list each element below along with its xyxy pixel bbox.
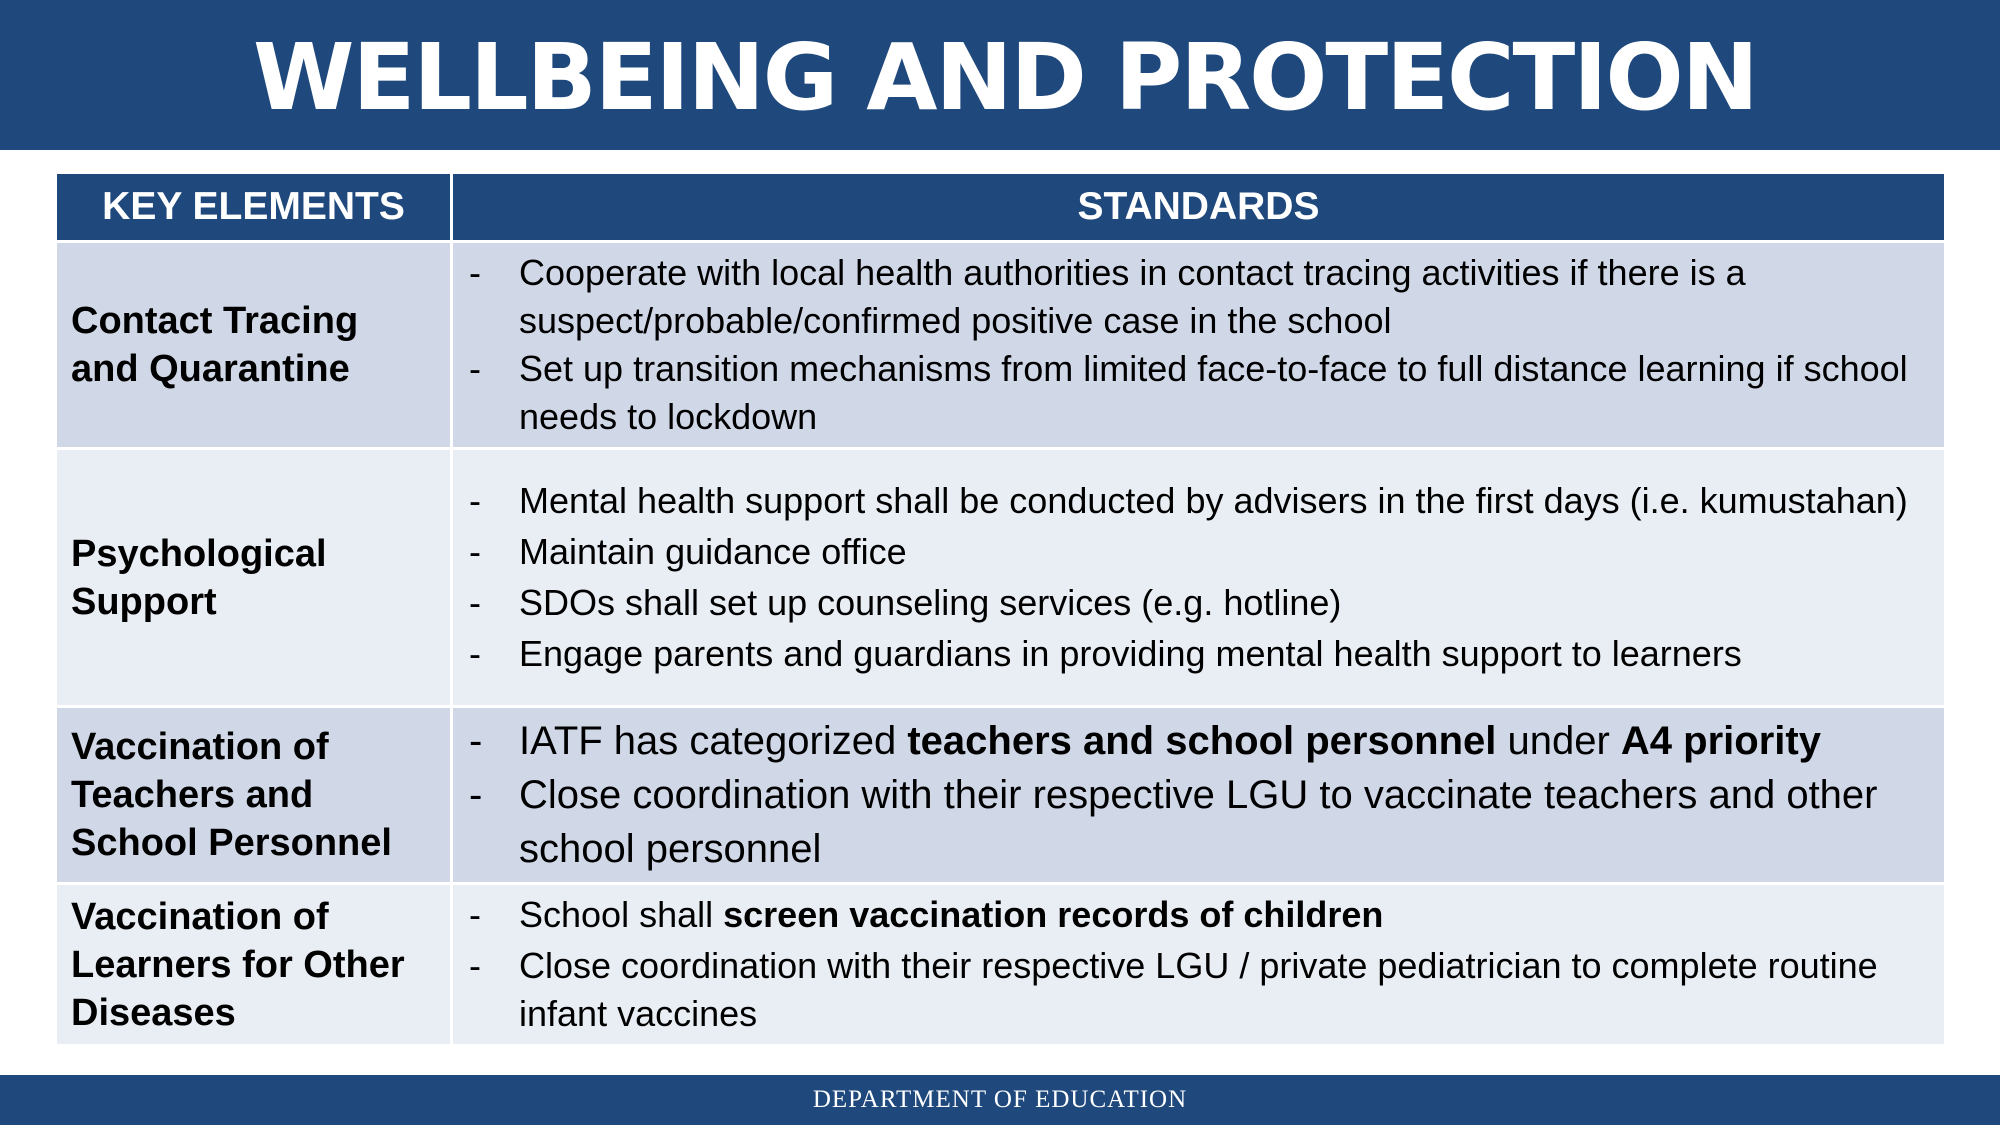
list-item-text: Mental health support shall be conducted by advisers in the first days (i.e. kumustahan) (519, 480, 1908, 521)
list-item (469, 345, 1930, 441)
list-item-text: Maintain guidance office (519, 531, 907, 572)
table-header-row (56, 173, 1946, 242)
key-element-line: Contact Tracing (71, 300, 359, 342)
key-element-cell (56, 884, 452, 1046)
list-item-text: School shall (519, 894, 724, 935)
key-element-line: Diseases (71, 991, 236, 1034)
table-row (56, 707, 1946, 884)
bullet-dash: - (469, 894, 481, 935)
standards-cell (452, 242, 1946, 449)
standards-list (469, 714, 1930, 876)
slide-title: WELLBEING AND PROTECTION (253, 24, 1757, 131)
list-item-text: under (1496, 719, 1621, 763)
bullet-dash: - (469, 633, 481, 674)
list-item-text: Close coordination with their respective LGU / private pediatrician to complete routine infant vaccines (519, 945, 1878, 1034)
key-element-line: Vaccination of (71, 726, 329, 768)
standards-cell (452, 884, 1946, 1046)
table-row (56, 884, 1946, 1046)
bullet-dash: - (469, 773, 483, 817)
bullet-dash: - (469, 945, 481, 986)
bullet-dash: - (469, 719, 483, 763)
list-item (469, 891, 1930, 939)
list-item (469, 630, 1930, 678)
bullet-dash: - (469, 348, 481, 389)
list-item-text: Cooperate with local health authorities in contact tracing activities if there is a suspect/probable/confirmed positive case in the school (519, 252, 1746, 341)
list-item-emphasis: A4 priority (1620, 719, 1821, 763)
list-item-text: IATF has categorized (519, 719, 908, 763)
bullet-dash: - (469, 252, 481, 293)
list-item-emphasis: teachers and school personnel (907, 719, 1497, 763)
list-item-text: Set up transition mechanisms from limited face-to-face to full distance learning if school needs to lockdown (519, 348, 1908, 437)
standards-list (469, 891, 1930, 1038)
standards-list (469, 249, 1930, 441)
key-element-line: Psychological (71, 532, 327, 575)
key-element-cell (56, 707, 452, 884)
key-element-cell (56, 449, 452, 707)
header-standards: STANDARDS (452, 173, 1946, 242)
list-item (469, 528, 1930, 576)
bullet-dash: - (469, 480, 481, 521)
key-element-line: Learners for Other (71, 943, 405, 986)
standards-table (54, 171, 1947, 1047)
list-item-text: Close coordination with their respective LGU to vaccinate teachers and other school personnel (519, 773, 1878, 871)
list-item (469, 249, 1930, 345)
key-element-cell (56, 242, 452, 449)
list-item (469, 768, 1930, 876)
list-item (469, 477, 1930, 525)
standards-table-container (54, 171, 1947, 1047)
table-row (56, 242, 1946, 449)
key-element-line: School Personnel (71, 822, 392, 864)
bullet-dash: - (469, 531, 481, 572)
standards-list (469, 477, 1930, 678)
list-item (469, 942, 1930, 1038)
key-element-line: Support (71, 580, 217, 623)
list-item (469, 579, 1930, 627)
table-row (56, 449, 1946, 707)
list-item (469, 714, 1930, 768)
key-element-line: and Quarantine (71, 348, 350, 390)
list-item-text: Engage parents and guardians in providing mental health support to learners (519, 633, 1742, 674)
footer-band (0, 1075, 2000, 1125)
standards-cell (452, 707, 1946, 884)
footer-text: DEPARTMENT OF EDUCATION (812, 1086, 1188, 1113)
key-element-line: Teachers and (71, 774, 314, 816)
header-key-elements: KEY ELEMENTS (56, 173, 452, 242)
bullet-dash: - (469, 582, 481, 623)
key-element-line: Vaccination of (71, 895, 329, 938)
list-item-emphasis: screen vaccination records of children (723, 894, 1384, 935)
list-item-text: SDOs shall set up counseling services (e.g. hotline) (519, 582, 1342, 623)
standards-cell (452, 449, 1946, 707)
